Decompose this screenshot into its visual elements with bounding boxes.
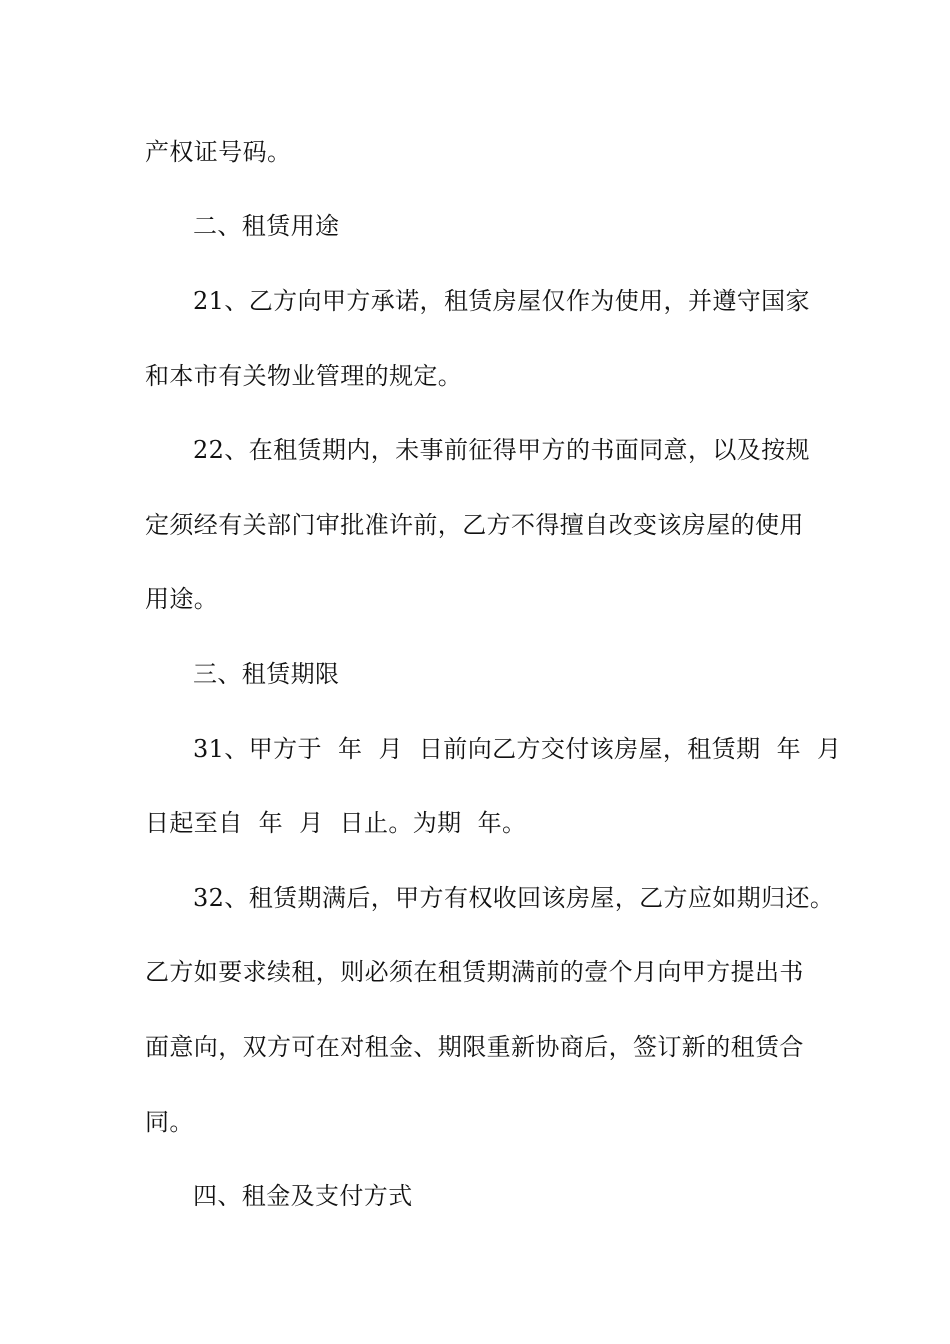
clause-text: 22、在租赁期内，未事前征得甲方的书面同意，以及按规 <box>193 436 810 464</box>
clause-text: 定须经有关部门审批准许前，乙方不得擅自改变该房屋的使用 <box>145 511 804 539</box>
clause-text: 乙方如要求续租，则必须在租赁期满前的壹个月向甲方提出书 <box>145 958 804 986</box>
section-heading: 三、租赁期限 <box>193 660 340 688</box>
clause-text: 面意向，双方可在对租金、期限重新协商后，签订新的租赁合 <box>145 1033 804 1061</box>
section-heading: 四、租金及支付方式 <box>193 1182 413 1210</box>
clause-text: 32、租赁期满后，甲方有权收回该房屋，乙方应如期归还。 <box>193 884 835 912</box>
text-line: 产权证号码。 <box>145 138 292 166</box>
clause-text: 用途。 <box>145 585 219 613</box>
clause-text: 和本市有关物业管理的规定。 <box>145 362 463 390</box>
clause-text: 21、乙方向甲方承诺，租赁房屋仅作为使用，并遵守国家 <box>193 287 810 315</box>
clause-text: 日起至自 年 月 日止。为期 年。 <box>145 809 527 837</box>
section-heading: 二、租赁用途 <box>193 212 340 240</box>
clause-text: 31、甲方于 年 月 日前向乙方交付该房屋，租赁期 年 月 <box>193 735 842 763</box>
clause-text: 同。 <box>145 1108 194 1136</box>
